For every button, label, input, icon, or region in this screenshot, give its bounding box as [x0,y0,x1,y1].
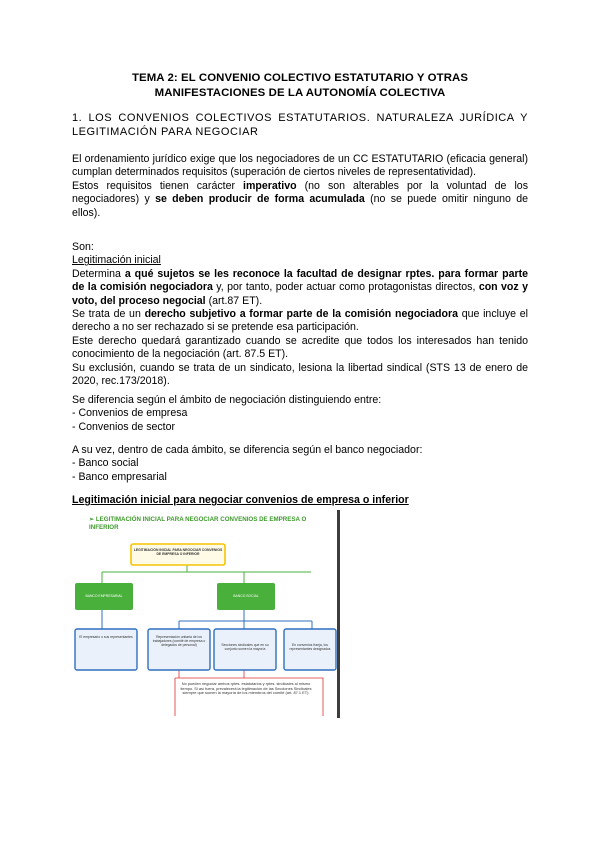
banco-social-box: BANCO SOCIAL [233,594,259,598]
figure-caption: Legitimación inicial para negociar convenios de empresa o inferior [72,494,409,506]
p4-text-a: Se trata de un [72,308,145,321]
document-title [60,71,540,101]
p2-bold-acumulada: se deben producir de forma acumulada [155,193,365,206]
p2-text-e: (no se puede omitir ninguno de ellos). [72,193,528,219]
paragraph-2 [72,180,528,220]
paragraph-8: A su vez, dentro de cada ámbito, se diferencia según el banco negociador: [72,444,423,456]
top-box-text: LEGITIMACIÓN INICIAL PARA NEGOCIAR CONVENIOS DE EMPRESA O INFERIOR [133,548,223,557]
p2-text-a: Estos requisitos tienen carácter [72,179,244,192]
paragraph-6: Su exclusión, cuando se trata de un sindicato, lesiona la libertad sindical (STS 13 de enero de 2020, rec.173/2018). [72,361,528,388]
p2-text-c: (no son alterables por la voluntad de los negociadores) y [72,179,528,206]
paragraph-banco [72,444,528,484]
title-line-2: MANIFESTACIONES DE LA AUTONOMÍA COLECTIVA [154,87,446,99]
title-line-1: TEMA 2: EL CONVENIO COLECTIVO ESTATUTARIO Y OTRAS [131,72,469,84]
paragraph-requirements [72,153,528,220]
prevalence-note: No pueden negociar ambos rptes. estatutarios y rptes. sindicales al mismo tiempo. Si así fuera, prevalecerá la legitimación de las Secciones Sindicales siempre que sumen la mayoría de los miembros del comité (art. 87.1 ET). [180,681,312,696]
p3-text-c: y, por tanto, poder actuar como protagonistas directos, [212,281,479,294]
paragraph-1: El ordenamiento jurídico exige que los negociadores de un CC ESTATUTARIO (eficacia general) cumplan determinados requisitos (superación de ciertos niveles de representatividad). [72,153,528,179]
convenios-franja-box: En convenios franja, los representantes designados [289,643,331,652]
list-item: - Convenios de sector [72,420,176,433]
list-item: - Convenios de empresa [72,407,188,420]
p4-text-c: que incluye el derecho a no ser rechazado si se pretende esa participación. [72,308,529,334]
paragraph-ambito [72,394,528,434]
secciones-sindicales-box: Secciones sindicales que en su conjunto sumen la mayoría [221,643,269,652]
p4-bold-b: derecho subjetivo a formar parte de la comisión negociadora [144,308,458,321]
legitimacion-inicial-heading: Legitimación inicial [72,254,161,267]
list-item: - Banco social [72,457,139,470]
legitimation-diagram-image [71,510,340,718]
p3-text-e: (art.87 ET). [205,294,263,307]
p3-text-a: Determina [72,267,125,280]
banco-empresarial-box: BANCO EMPRESARIAL [85,594,123,598]
empresario-box: El empresario o sus representantes [79,635,133,639]
p2-bold-imperativo: imperativo [243,179,297,192]
list-item: - Banco empresarial [72,470,167,483]
paragraph-7: Se diferencia según el ámbito de negociación distinguiendo entre: [72,394,382,406]
section-heading: 1. LOS CONVENIOS COLECTIVOS ESTATUTARIOS. NATURALEZA JURÍDICA Y LEGITIMACIÓN PARA NEGOCIAR [72,112,528,138]
paragraph-legitimacion [72,241,528,388]
representacion-unitaria-box: Representación unitaria de los trabajadores (comité de empresa o delegados de personal) [152,635,206,648]
paragraph-5: Este derecho quedará garantizado cuando se acredite que todos los interesados han tenido conocimiento de la negociación (art. 87.5 ET). [72,334,528,361]
paragraph-3 [72,268,528,308]
paragraph-4 [72,308,528,335]
slide-title: ➢ LEGITIMACIÓN INICIAL PARA NEGOCIAR CONVENIOS DE EMPRESA O INFERIOR [89,516,307,531]
p3-bold-b: a qué sujetos se les reconoce la facultad de designar rptes. para formar parte de la comisión negociadora [72,267,528,294]
son-label: Son: [72,241,94,253]
p3-bold-d: con voz y voto, del proceso negocial [72,281,528,307]
